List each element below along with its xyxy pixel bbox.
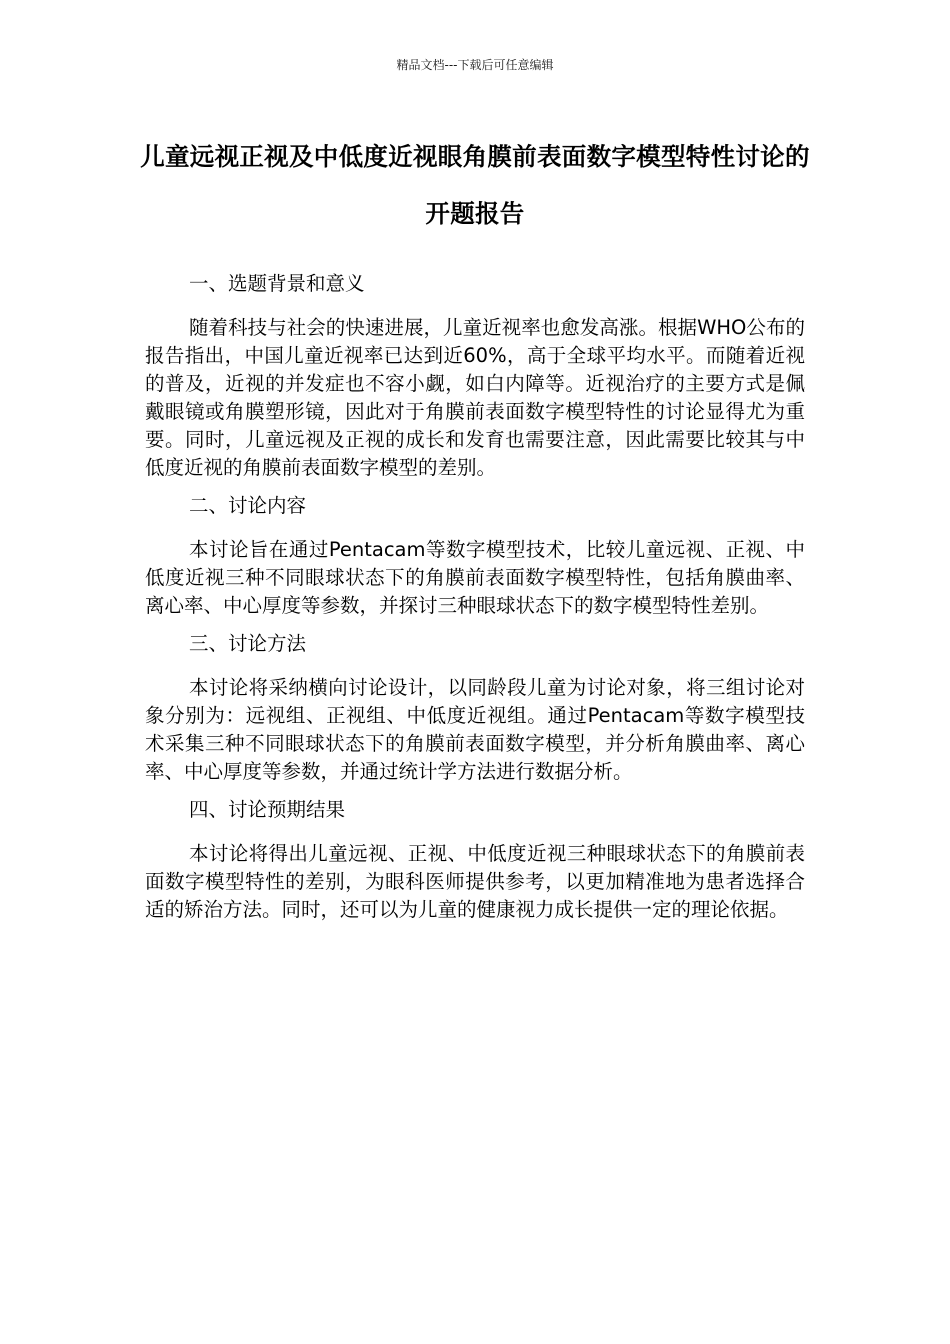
section-paragraph: 随着科技与社会的快速进展，儿童近视率也愈发高涨。根据WHO公布的报告指出，中国儿童近视率已达到近60%，高于全球平均水平。而随着近视的普及，近视的并发症也不容小觑，如白内障等。近视治疗的主要方式是佩戴眼镜或角膜塑形镜，因此对于角膜前表面数字模型特性的讨论显得尤为重要。同时，儿童远视及正视的成长和发育也需要注意，因此需要比较其与中低度近视的角膜前表面数字模型的差别。 <box>145 316 805 479</box>
section-heading: 一、选题背景和意义 <box>189 272 365 295</box>
section-method <box>145 630 805 796</box>
page-header: 精品文档---下载后可任意编辑 <box>396 58 554 72</box>
section-paragraph: 本讨论旨在通过Pentacam等数字模型技术，比较儿童远视、正视、中低度近视三种不同眼球状态下的角膜前表面数字模型特性，包括角膜曲率、离心率、中心厚度等参数，并探讨三种眼球状态下的数字模型特性差别。 <box>145 538 805 617</box>
section-paragraph: 本讨论将得出儿童远视、正视、中低度近视三种眼球状态下的角膜前表面数字模型特性的差别，为眼科医师提供参考，以更加精准地为患者选择合适的矫治方法。同时，还可以为儿童的健康视力成长提供一定的理论依据。 <box>145 842 805 921</box>
section-heading: 二、讨论内容 <box>189 494 307 517</box>
section-paragraph: 本讨论将采纳横向讨论设计，以同龄段儿童为讨论对象，将三组讨论对象分别为：远视组、正视组、中低度近视组。通过Pentacam等数字模型技术采集三种不同眼球状态下的角膜前表面数字模型，并分析角膜曲率、离心率、中心厚度等参数，并通过统计学方法进行数据分析。 <box>145 676 805 783</box>
section-heading: 四、讨论预期结果 <box>189 798 346 821</box>
section-background <box>145 270 805 492</box>
section-content <box>145 492 805 630</box>
document-title: 儿童远视正视及中低度近视眼角膜前表面数字模型特性讨论的开题报告 <box>140 142 810 228</box>
section-heading: 三、讨论方法 <box>189 632 307 655</box>
document-body <box>145 270 805 924</box>
section-expected-results <box>145 796 805 924</box>
